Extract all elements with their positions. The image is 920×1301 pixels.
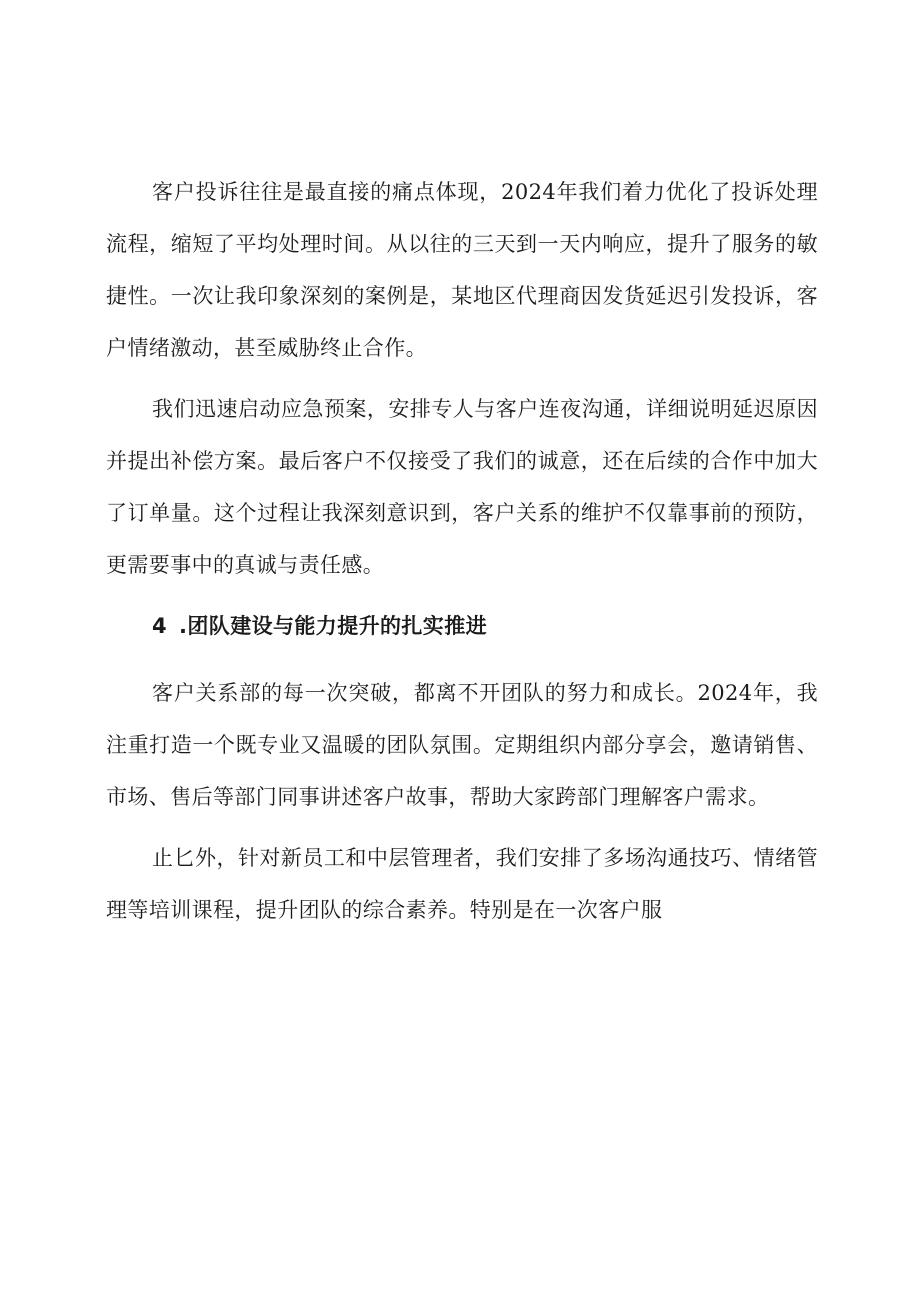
body-paragraph-emergency-response: 我们迅速启动应急预案，安排专人与客户连夜沟通，详细说明延迟原因并提出补偿方案。最后客户不仅接受了我们的诚意，还在后续的合作中加大了订单量。这个过程让我深刻意识到，客户关系的维护不仅靠事前的预防，更需要事中的真诚与责任感。 [106,397,818,577]
body-paragraph-team-atmosphere: 客户关系部的每一次突破，都离不开团队的努力和成长。2024年，我注重打造一个既专业又温暖的团队氛围。定期组织内部分享会，邀请销售、市场、售后等部门同事讲述客户故事，帮助大家跨部门理解客户需求。 [106,681,818,809]
section-heading [152,600,487,652]
body-paragraph-training: 止匕外，针对新员工和中层管理者，我们安排了多场沟通技巧、情绪管理等培训课程，提升团队的综合素养。特别是在一次客户服 [106,846,818,922]
body-paragraph-complaints: 客户投诉往往是最直接的痛点体现，2024年我们着力优化了投诉处理流程，缩短了平均处理时间。从以往的三天到一天内响应，提升了服务的敏捷性。一次让我印象深刻的案例是，某地区代理商因发货延迟引发投诉，客户情绪激动，甚至威胁终止合作。 [106,180,818,360]
section-title: .团队建设与能力提升的扎实推进 [179,614,487,638]
section-number: 4 [152,614,168,638]
